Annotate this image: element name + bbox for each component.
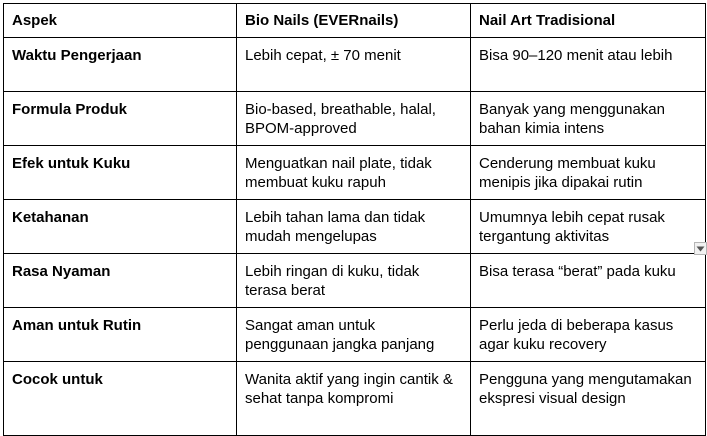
- header-traditional: Nail Art Tradisional: [471, 4, 706, 38]
- aspect-cell: Ketahanan: [4, 200, 237, 254]
- aspect-cell: Formula Produk: [4, 92, 237, 146]
- bio-cell: Lebih tahan lama dan tidak mudah mengelupas: [237, 200, 471, 254]
- traditional-cell: Cenderung membuat kuku menipis jika dipakai rutin: [471, 146, 706, 200]
- table-row: [4, 254, 706, 308]
- traditional-cell: Banyak yang menggunakan bahan kimia intens: [471, 92, 706, 146]
- traditional-cell: Perlu jeda di beberapa kasus agar kuku recovery: [471, 308, 706, 362]
- table-row: [4, 92, 706, 146]
- bio-cell: Bio-based, breathable, halal, BPOM-approved: [237, 92, 471, 146]
- bio-cell: Lebih ringan di kuku, tidak terasa berat: [237, 254, 471, 308]
- table-row: [4, 362, 706, 436]
- header-aspect: Aspek: [4, 4, 237, 38]
- aspect-cell: Cocok untuk: [4, 362, 237, 436]
- header-bio-nails: Bio Nails (EVERnails): [237, 4, 471, 38]
- table-row: [4, 308, 706, 362]
- bio-cell: Sangat aman untuk penggunaan jangka panjang: [237, 308, 471, 362]
- comparison-table: [3, 3, 706, 436]
- bio-cell: Lebih cepat, ± 70 menit: [237, 38, 471, 92]
- bio-cell: Wanita aktif yang ingin cantik & sehat tanpa kompromi: [237, 362, 471, 436]
- table-row: [4, 200, 706, 254]
- table-header-row: [4, 4, 706, 38]
- bio-cell: Menguatkan nail plate, tidak membuat kuku rapuh: [237, 146, 471, 200]
- traditional-cell: Pengguna yang mengutamakan ekspresi visual design: [471, 362, 706, 436]
- cell-dropdown-button[interactable]: [694, 242, 707, 255]
- aspect-cell: Efek untuk Kuku: [4, 146, 237, 200]
- traditional-cell: Bisa 90–120 menit atau lebih: [471, 38, 706, 92]
- traditional-cell[interactable]: [471, 254, 706, 308]
- traditional-cell: Umumnya lebih cepat rusak tergantung aktivitas: [471, 200, 706, 254]
- chevron-down-icon: [696, 246, 705, 252]
- table-row: [4, 146, 706, 200]
- aspect-cell: Rasa Nyaman: [4, 254, 237, 308]
- traditional-cell-text: Bisa terasa “berat” pada kuku: [479, 263, 676, 280]
- aspect-cell: Aman untuk Rutin: [4, 308, 237, 362]
- aspect-cell: Waktu Pengerjaan: [4, 38, 237, 92]
- table-row: [4, 38, 706, 92]
